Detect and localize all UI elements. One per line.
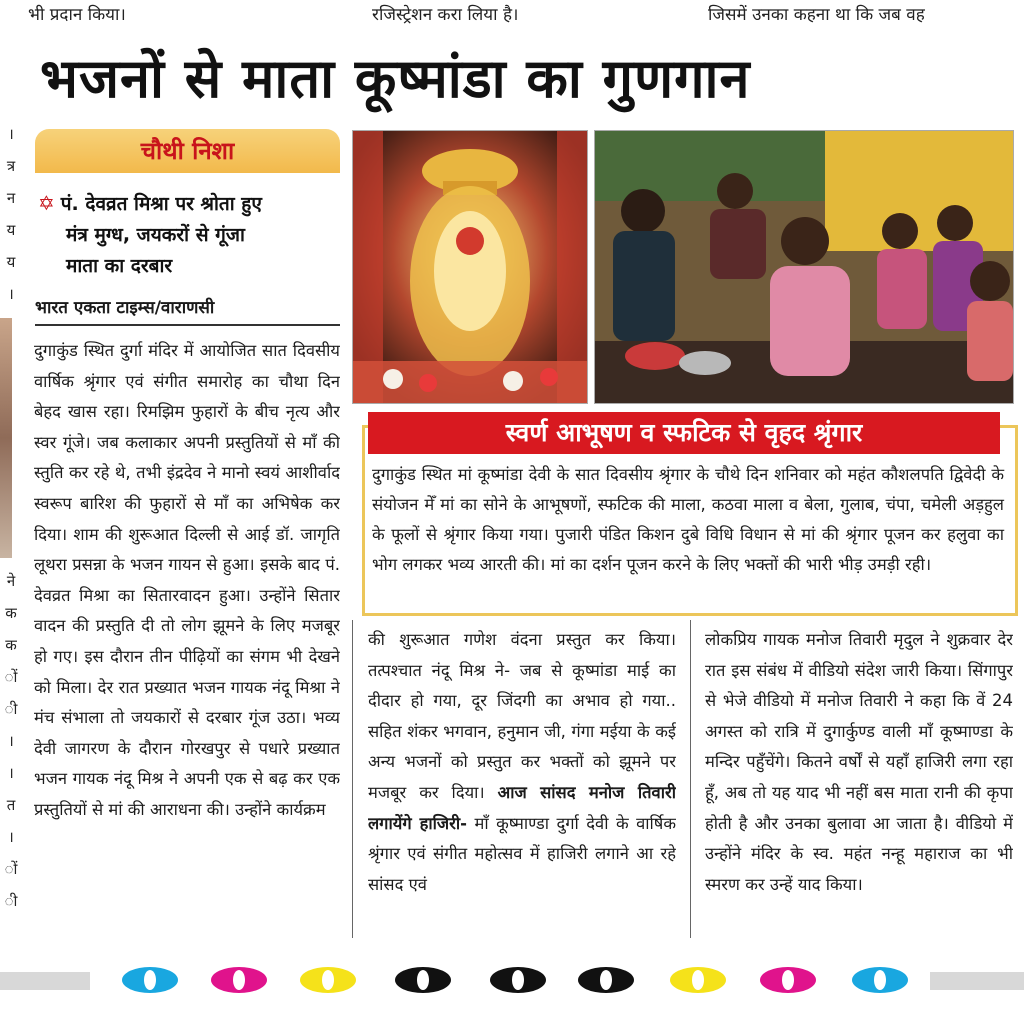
kicker-line-3: माता का दरबार [66,255,173,277]
left-strip-bottom: ने क क ों ी । । त । ों ी [4,572,18,910]
registration-mark-core [874,970,886,990]
article-column-2 [368,625,676,937]
column-3-text: लोकप्रिय गायक मनोज तिवारी मृदुल ने शुक्रवार देर रात इस संबंध में वीडियो संदेश जारी किया। सिंगापुर से भेजे वीडियो में मनोज तिवारी ने कहा कि वें 24 अगस्त को रात्रि में दुगार्कुण्ड वाली माँ कूष्माण्डा के मन्दिर पहुँचेंगे। कितने वर्षों से यहाँ हाजिरी लगा रहा हूँ, अब तो यह याद भी नहीं बस माता रानी की कृपा होती है और उनका बुलावा आ जाता है। वीडियो में उन्होंने मंदिर के स्व. महंत नन्हू महाराज का भी स्मरण कर उन्हें याद किया। [705,630,1013,894]
registration-mark-core [233,970,245,990]
article-column-1 [34,336,340,936]
top-fragment-1: भी प्रदान किया। [28,5,126,25]
registration-mark-core [692,970,704,990]
gray-bar-left [0,972,90,990]
star-of-david-icon: ✡ [38,191,55,215]
headline: भजनों से माता कूष्मांडा का गुणगान [40,47,751,110]
subheading-manoj-tiwari: आज सांसद मनोज तिवारी लगायेंगे हाजिरी- [368,782,676,833]
kicker-line-2: मंत्र मुग्ध, जयकरों से गूंजा [66,224,245,246]
singers-photo [594,130,1014,404]
registration-mark [852,967,908,993]
article-column-3 [705,625,1013,937]
column-divider-2 [690,620,691,938]
registration-mark-core [782,970,794,990]
singers-photo-graphic [595,131,1013,403]
registration-mark [395,967,451,993]
deity-photo-graphic [353,131,587,403]
registration-mark-core [417,970,429,990]
gray-bar-right [930,972,1024,990]
registration-mark [490,967,546,993]
section-tag: चौथी निशा [35,129,340,173]
registration-mark-core [144,970,156,990]
registration-mark [578,967,634,993]
registration-mark-core [512,970,524,990]
column-divider-1 [352,620,353,938]
left-photo-fragment [0,318,12,558]
registration-mark-core [600,970,612,990]
left-strip-top: । त्र न य य । [6,125,16,303]
kicker [38,188,343,282]
column-1-text: दुगाकुंड स्थित दुर्गा मंदिर में आयोजित सात दिवसीय वार्षिक श्रृंगार एवं संगीत समारोह का चौथा दिन बेहद खास रहा। रिमझिम फुहारों के बीच नृत्य और स्वर गूंजे। जब कलाकार अपनी प्रस्तुतियों से माँ की स्तुति कर रहे थे, तभी इंद्रदेव ने मानो स्वयं आशीर्वाद स्वरूप बारिश की फुहारों से माँ का अभिषेक कर दिया। शाम की शुरूआत दिल्ली से आई डॉ. जागृति लूथरा प्रसन्ना के भजन गायन से हुआ। इसके बाद पं. देवव्रत मिश्रा का सितारवादन हुआ। उन्होंने सितार वादन की प्रस्तुति दी तो लोग झूमने के लिए मजबूर हो गए। इस दौरान तीन पीढ़ियों का संगम भी देखने को मिला। देर रात प्रख्यात भजन गायक नंदू मिश्रा ने मंच संभाला तो जयकारों से दरबार गूंज उठा। भव्य देवी जागरण के दौरान गोरखपुर से पधारे प्रख्यात भजन गायक नंदू मिश्र ने अपनी एक से बढ़ कर एक प्रस्तुतियों से मां की आराधना की। उन्होंने कार्यक्रम [34,341,340,819]
top-fragment-3: जिसमें उनका कहना था कि जब वह [708,5,925,25]
highlight-box-text: दुगाकुंड स्थित मां कूष्मांडा देवी के सात दिवसीय श्रृंगार के चौथे दिन शनिवार को महंत कौशलपति द्विवेदी के संयोजन मेँ मां का सोने के आभूषणों, स्फटिक की माला, कठवा माला व बेला, गुलाब, चंपा, चमेली अड़हुल के फूलों से श्रृंगार किया गया। पुजारी पंडित किशन दुबे विधि विधान से मां की श्रृंगार पूजन कर हलुवा का भोग लगकर भव्य आरती की। मां का दर्शन पूजन करने के लिए भक्तों की भारी भीड़ उमड़ी रही। [372,465,1004,574]
registration-mark-core [322,970,334,990]
column-2-text: की शुरूआत गणेश वंदना प्रस्तुत कर किया। तत्पश्चात नंदू मिश्र ने- जब से कूष्मांडा माई का दीदार हो गया, दूर जिंदगी का अभाव हो गया.. सहित शंकर भगवान, हनुमान जी, गंगा मईया के कई अन्य भजनों को प्रस्तुत कर भक्तों को झूमने पर मजबूर कर दिया। आज सांसद मनोज तिवारी लगायेंगे हाजिरी- माँ कूष्माण्डा दुर्गा देवी के वार्षिक श्रृंगार एवं संगीत महोत्सव में हाजिरी लगाने आ रहे सांसद एवं [368,630,676,894]
highlight-box-heading: स्वर्ण आभूषण व स्फटिक से वृहद श्रृंगार [368,412,1000,454]
registration-mark [300,967,356,993]
byline: भारत एकता टाइम्स/वाराणसी [35,295,340,326]
deity-photo [352,130,588,404]
kicker-line-1: पं. देवव्रत मिश्रा पर श्रोता हुए [60,193,262,215]
top-fragment-2: रजिस्ट्रेशन करा लिया है। [372,5,519,25]
registration-mark [760,967,816,993]
registration-mark [122,967,178,993]
registration-mark [670,967,726,993]
registration-mark [211,967,267,993]
